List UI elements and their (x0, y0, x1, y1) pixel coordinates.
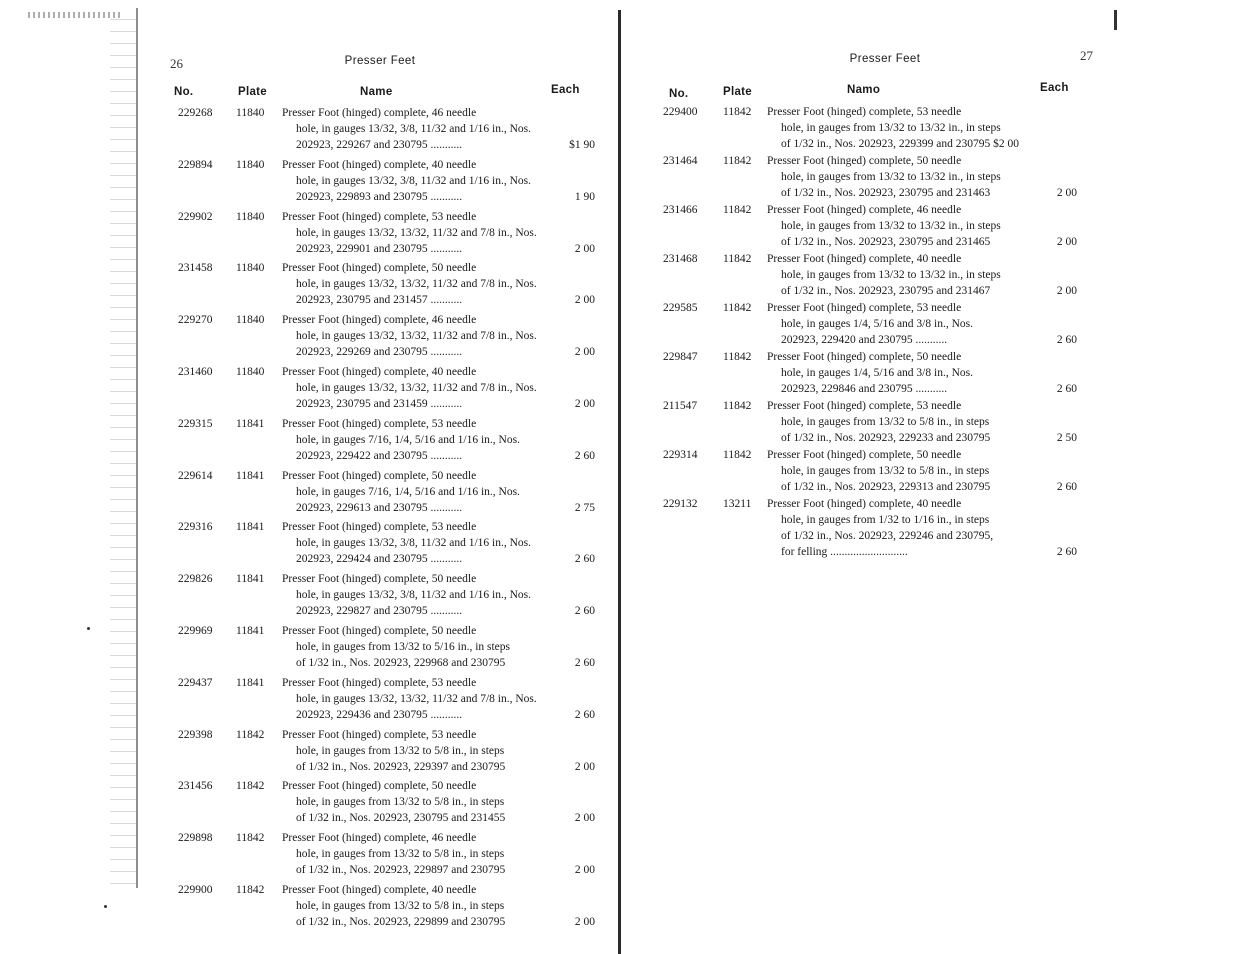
description-line: hole, in gauges from 13/32 to 5/8 in., in steps (296, 848, 505, 861)
part-number: 231464 (663, 155, 698, 167)
table-row (160, 105, 600, 155)
part-number: 229614 (178, 469, 213, 482)
description-line: hole, in gauges 7/16, 1/4, 5/16 and 1/16 in., Nos. (296, 485, 520, 498)
description-line: of 1/32 in., Nos. 202923, 229897 and 230795 (296, 864, 506, 877)
description-line: hole, in gauges 13/32, 13/32, 11/32 and 7/8 in., Nos. (296, 226, 537, 239)
plate-number: 11840 (236, 314, 265, 327)
description-line: Presser Foot (hinged) complete, 53 needle (282, 728, 477, 741)
description-line: Presser Foot (hinged) complete, 50 needle (767, 351, 962, 363)
unit-price: 2 60 (574, 657, 595, 669)
part-description (282, 727, 552, 775)
table-row (655, 153, 1085, 203)
description-line: Presser Foot (hinged) complete, 40 needle (282, 884, 477, 896)
part-number: 231468 (663, 253, 698, 265)
description-line: 202923, 229901 and 230795 ........... (296, 242, 463, 255)
part-number: 229316 (178, 521, 213, 534)
unit-price: 2 60 (574, 553, 595, 566)
unit-price: 2 00 (1056, 236, 1077, 248)
description-line: of 1/32 in., Nos. 202923, 229246 and 230795, (781, 530, 994, 542)
description-line: for felling ........................... (781, 546, 908, 558)
description-line: hole, in gauges from 13/32 to 13/32 in., in steps (781, 171, 1001, 183)
plate-number: 11842 (236, 728, 265, 741)
unit-price: 2 00 (574, 398, 595, 410)
plate-number: 11841 (236, 417, 265, 430)
part-number: 229894 (178, 158, 213, 171)
plate-number: 11842 (723, 351, 752, 363)
plate-number: 11841 (236, 625, 265, 637)
part-description (767, 496, 1042, 560)
description-line: hole, in gauges 13/32, 13/32, 11/32 and 7/8 in., Nos. (296, 692, 537, 705)
header-name: Namo (847, 84, 881, 96)
part-description (282, 519, 552, 567)
part-number: 229400 (663, 106, 698, 118)
table-row (655, 349, 1085, 399)
description-line: hole, in gauges from 13/32 to 5/8 in., in steps (296, 744, 505, 757)
unit-price: 2 00 (1056, 187, 1077, 199)
description-line: Presser Foot (hinged) complete, 46 needle (282, 832, 477, 845)
table-row (160, 260, 600, 310)
plate-number: 11842 (723, 400, 752, 412)
part-description (282, 364, 552, 412)
part-description (282, 209, 552, 257)
plate-number: 11840 (236, 158, 265, 171)
scan-left-edge (110, 8, 138, 888)
description-line: of 1/32 in., Nos. 202923, 230795 and 231465 (781, 236, 991, 248)
unit-price: 2 50 (1056, 432, 1077, 444)
description-line: 202923, 229267 and 230795 ........... (296, 139, 463, 151)
unit-price: 2 60 (574, 449, 595, 462)
unit-price: 2 00 (574, 864, 595, 877)
description-line: hole, in gauges 13/32, 13/32, 11/32 and 7/8 in., Nos. (296, 330, 537, 343)
plate-number: 11842 (236, 780, 265, 793)
description-line: 202923, 229422 and 230795 ........... (296, 449, 463, 462)
part-number: 231466 (663, 204, 698, 216)
header-plate: Plate (723, 86, 752, 98)
description-line: hole, in gauges from 13/32 to 13/32 in., in steps (781, 122, 1001, 134)
unit-price: 2 00 (574, 294, 595, 307)
part-description (767, 202, 1042, 250)
table-row (160, 416, 600, 466)
table-row (160, 157, 600, 207)
description-line: hole, in gauges from 13/32 to 5/8 in., in steps (296, 796, 505, 809)
description-line: Presser Foot (hinged) complete, 50 needle (767, 449, 962, 461)
right-page (655, 0, 1093, 954)
plate-number: 11841 (236, 521, 265, 534)
part-description (282, 778, 552, 826)
description-line: hole, in gauges 13/32, 3/8, 11/32 and 1/16 in., Nos. (296, 589, 531, 602)
header-no: No. (174, 86, 194, 98)
part-number: 229847 (663, 351, 698, 363)
table-row (160, 727, 600, 777)
description-line: 202923, 229420 and 230795 ........... (781, 334, 948, 346)
description-line: hole, in gauges from 13/32 to 5/16 in., in steps (296, 641, 511, 653)
description-line: Presser Foot (hinged) complete, 50 needle (282, 262, 477, 275)
description-line: hole, in gauges 13/32, 3/8, 11/32 and 1/16 in., Nos. (296, 537, 531, 550)
part-number: 229315 (178, 417, 213, 430)
part-description (282, 571, 552, 619)
plate-number: 11842 (723, 253, 752, 265)
description-line: Presser Foot (hinged) complete, 46 needle (282, 107, 477, 119)
description-line: hole, in gauges from 13/32 to 5/8 in., in steps (781, 465, 990, 477)
description-line: Presser Foot (hinged) complete, 53 needle (282, 210, 477, 223)
part-description (767, 153, 1042, 201)
description-line: hole, in gauges 13/32, 3/8, 11/32 and 1/16 in., Nos. (296, 123, 531, 135)
table-row (655, 496, 1085, 558)
description-line: hole, in gauges 7/16, 1/4, 5/16 and 1/16 in., Nos. (296, 433, 520, 446)
plate-number: 13211 (723, 498, 752, 510)
description-line: of 1/32 in., Nos. 202923, 229397 and 230795 (296, 760, 506, 773)
description-line: 202923, 229846 and 230795 ........... (781, 383, 948, 395)
table-row (160, 468, 600, 518)
description-line: Presser Foot (hinged) complete, 50 needle (767, 155, 962, 167)
unit-price: 1 90 (574, 190, 595, 203)
part-description (282, 830, 552, 878)
description-line: hole, in gauges 1/4, 5/16 and 3/8 in., Nos. (781, 318, 973, 330)
description-line: 202923, 229269 and 230795 ........... (296, 346, 463, 359)
description-line: 202923, 230795 and 231457 ........... (296, 294, 463, 307)
part-number: 229898 (178, 832, 213, 845)
unit-price: 2 00 (574, 812, 595, 825)
description-line: Presser Foot (hinged) complete, 46 needle (767, 204, 962, 216)
description-line: 202923, 229613 and 230795 ........... (296, 501, 463, 514)
part-number: 229314 (663, 449, 698, 461)
description-line: Presser Foot (hinged) complete, 53 needle (767, 302, 962, 314)
description-line: of 1/32 in., Nos. 202923, 229313 and 230795 (781, 481, 991, 493)
plate-number: 11841 (236, 573, 265, 586)
page-number: 27 (1080, 48, 1093, 63)
unit-price: 2 60 (1056, 481, 1077, 493)
header-name: Name (360, 86, 393, 98)
page-gutter (618, 10, 621, 954)
left-page (160, 0, 600, 954)
description-line: hole, in gauges from 13/32 to 5/8 in., in steps (781, 416, 990, 428)
page-title: Presser Feet (849, 53, 921, 65)
part-number: 231460 (178, 366, 213, 378)
description-line: 202923, 229827 and 230795 ........... (296, 605, 463, 618)
description-line: hole, in gauges 13/32, 13/32, 11/32 and 7/8 in., Nos. (296, 278, 537, 291)
part-description (767, 349, 1042, 397)
description-line: hole, in gauges from 13/32 to 13/32 in., in steps (781, 220, 1001, 232)
part-number: 229268 (178, 107, 213, 119)
unit-price: $1 90 (569, 139, 595, 151)
part-number: 229969 (178, 625, 213, 637)
unit-price: 2 00 (574, 242, 595, 255)
unit-price: 2 00 (574, 916, 595, 928)
unit-price: 2 00 (1056, 285, 1077, 297)
table-row (160, 209, 600, 259)
description-line: Presser Foot (hinged) complete, 40 needle (767, 253, 962, 265)
description-line: 202923, 229424 and 230795 ........... (296, 553, 463, 566)
part-description (282, 260, 552, 308)
unit-price: 2 60 (574, 708, 595, 721)
description-line: 202923, 229436 and 230795 ........... (296, 708, 463, 721)
unit-price: 2 75 (574, 501, 595, 514)
description-line: Presser Foot (hinged) complete, 46 needle (282, 314, 477, 327)
unit-price: 2 60 (1056, 546, 1077, 558)
part-description (767, 251, 1042, 299)
table-row (160, 312, 600, 362)
table-row (160, 571, 600, 621)
part-number: 229900 (178, 884, 213, 896)
description-line: Presser Foot (hinged) complete, 53 needle (282, 521, 477, 534)
part-number: 231456 (178, 780, 213, 793)
part-number: 229902 (178, 210, 213, 223)
description-line: of 1/32 in., Nos. 202923, 229968 and 230795 (296, 657, 506, 669)
description-line: Presser Foot (hinged) complete, 40 needle (767, 498, 962, 510)
part-description (282, 312, 552, 360)
part-number: 229585 (663, 302, 698, 314)
part-number: 231458 (178, 262, 213, 275)
table-row (655, 300, 1085, 350)
unit-price: 2 60 (574, 605, 595, 618)
part-description (767, 104, 1042, 152)
description-line: Presser Foot (hinged) complete, 53 needle (282, 417, 477, 430)
description-line: Presser Foot (hinged) complete, 40 needle (282, 158, 477, 171)
plate-number: 11842 (723, 302, 752, 314)
unit-price: 2 00 (574, 346, 595, 359)
part-description (767, 300, 1042, 348)
part-description (282, 105, 552, 153)
plate-number: 11842 (723, 106, 752, 118)
description-line: hole, in gauges 13/32, 13/32, 11/32 and 7/8 in., Nos. (296, 382, 537, 394)
plate-number: 11842 (236, 832, 265, 845)
plate-number: 11842 (723, 204, 752, 216)
part-description (767, 398, 1042, 446)
part-description (282, 675, 552, 723)
table-row (655, 104, 1085, 154)
unit-price: 2 60 (1056, 383, 1077, 395)
part-number: 211547 (663, 400, 698, 412)
description-line: 202923, 230795 and 231459 ........... (296, 398, 463, 410)
description-line: hole, in gauges 13/32, 3/8, 11/32 and 1/16 in., Nos. (296, 174, 531, 187)
unit-price: 2 00 (574, 760, 595, 773)
description-line: of 1/32 in., Nos. 202923, 229233 and 230795 (781, 432, 991, 444)
description-line: 202923, 229893 and 230795 ........... (296, 190, 463, 203)
part-number: 229826 (178, 573, 213, 586)
scan-speck (104, 905, 107, 908)
scan-speck (87, 627, 90, 630)
description-line: hole, in gauges from 13/32 to 5/8 in., in steps (296, 900, 505, 912)
plate-number: 11840 (236, 210, 265, 223)
table-row (160, 364, 600, 414)
part-description (282, 623, 552, 671)
part-description (282, 416, 552, 464)
description-line: hole, in gauges from 13/32 to 13/32 in., in steps (781, 269, 1001, 281)
description-line: Presser Foot (hinged) complete, 50 needle (282, 469, 477, 482)
table-row (160, 882, 600, 932)
description-line: of 1/32 in., Nos. 202923, 229399 and 230795 $2 00 (781, 138, 1019, 150)
plate-number: 11840 (236, 107, 265, 119)
table-row (160, 623, 600, 673)
description-line: of 1/32 in., Nos. 202923, 230795 and 231455 (296, 812, 506, 825)
header-each: Each (1040, 82, 1069, 94)
table-row (160, 830, 600, 880)
description-line: hole, in gauges from 1/32 to 1/16 in., in steps (781, 514, 990, 526)
part-description (767, 447, 1042, 495)
plate-number: 11840 (236, 366, 265, 378)
table-row (160, 519, 600, 569)
part-number: 229437 (178, 676, 213, 689)
part-description (282, 882, 552, 930)
table-row (655, 202, 1085, 252)
description-line: Presser Foot (hinged) complete, 53 needle (282, 676, 477, 689)
header-no: No. (669, 88, 689, 100)
part-description (282, 157, 552, 205)
description-line: of 1/32 in., Nos. 202923, 229899 and 230795 (296, 916, 506, 928)
part-number: 229398 (178, 728, 213, 741)
plate-number: 11842 (723, 155, 752, 167)
page-number: 26 (170, 56, 183, 71)
table-row (160, 675, 600, 725)
description-line: Presser Foot (hinged) complete, 53 needle (767, 106, 962, 118)
header-each: Each (551, 84, 580, 96)
description-line: of 1/32 in., Nos. 202923, 230795 and 231463 (781, 187, 991, 199)
description-line: Presser Foot (hinged) complete, 53 needle (767, 400, 962, 412)
description-line: Presser Foot (hinged) complete, 50 needle (282, 573, 477, 586)
plate-number: 11840 (236, 262, 265, 275)
table-row (160, 778, 600, 828)
scan-right-edge-mark (1114, 10, 1117, 30)
unit-price: 2 60 (1056, 334, 1077, 346)
description-line: Presser Foot (hinged) complete, 40 needle (282, 366, 477, 378)
plate-number: 11841 (236, 676, 265, 689)
plate-number: 11841 (236, 469, 265, 482)
table-row (655, 447, 1085, 497)
plate-number: 11842 (236, 884, 265, 896)
plate-number: 11842 (723, 449, 752, 461)
description-line: of 1/32 in., Nos. 202923, 230795 and 231467 (781, 285, 991, 297)
header-plate: Plate (238, 86, 267, 98)
table-row (655, 251, 1085, 301)
part-number: 229132 (663, 498, 698, 510)
description-line: Presser Foot (hinged) complete, 50 needle (282, 625, 477, 637)
part-description (282, 468, 552, 516)
description-line: hole, in gauges 1/4, 5/16 and 3/8 in., Nos. (781, 367, 973, 379)
part-number: 229270 (178, 314, 213, 327)
scan-smudge (28, 12, 123, 18)
description-line: Presser Foot (hinged) complete, 50 needle (282, 780, 477, 793)
table-row (655, 398, 1085, 448)
page-title: Presser Feet (344, 55, 416, 67)
